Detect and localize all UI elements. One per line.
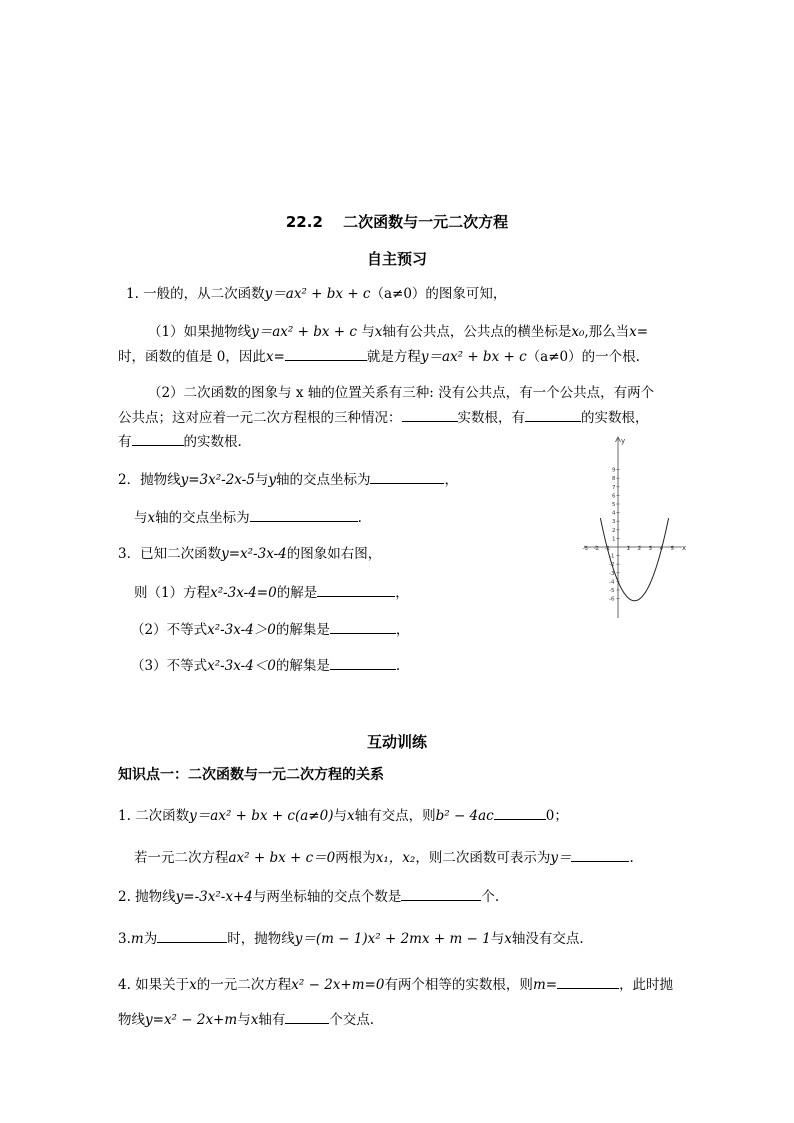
q3-1-a: 则（1）方程 (134, 585, 211, 601)
t3-e: 轴没有交点. (511, 931, 584, 947)
t2-c: 个. (481, 889, 500, 905)
t1-b: 与 (333, 808, 347, 824)
q2-line2-x: x (147, 510, 156, 526)
t1-y: y＝ (550, 850, 572, 866)
q2-c: 轴的交点坐标为 (275, 472, 371, 488)
x-tick-label: -3 (582, 546, 588, 552)
t4-c: 有两个相等的实数根，则 (384, 977, 533, 993)
q1-1-line2-a: 时，函数的值是 0，因此 (118, 349, 266, 365)
preview-q1-2-line2 (118, 408, 649, 427)
t4-d: = (545, 977, 558, 993)
answer-blank-q3-2[interactable] (330, 620, 396, 634)
preview-q1-2-line3 (118, 432, 242, 451)
q1-1-parabola: y＝ax² + bx + c (251, 324, 357, 340)
t3-a: 3. (118, 931, 131, 947)
y-tick-label: -2 (609, 562, 615, 569)
answer-blank-t1a[interactable] (494, 806, 546, 820)
t1-a: 1. 二次函数 (118, 808, 190, 824)
y-tick-label: -1 (609, 553, 615, 560)
training-t3 (118, 929, 584, 948)
y-tick-label: 3 (612, 519, 616, 526)
y-tick-label: 8 (612, 476, 616, 483)
answer-blank-q1-2c[interactable] (132, 432, 184, 446)
q1-1-line2-x: x (265, 349, 274, 365)
training-t1-line2: 若一元二次方程ax² + bx + c＝0两根为x₁，x₂，则二次函数可表示为y＝ . (134, 850, 634, 866)
q3-ineq-lt: x²-3x-4＜0 (207, 658, 276, 674)
y-tick-label: 7 (612, 484, 616, 491)
t1-d: 0； (545, 808, 568, 824)
y-tick-label: -4 (609, 579, 615, 586)
q1-2-line2-a: 公共点；这对应着一元二次方程根的三种情况： (118, 410, 402, 426)
answer-blank-q1-1[interactable] (285, 347, 367, 361)
t1-equation: ax² + bx + c＝0 (228, 850, 336, 866)
q3-ineq-gt: x²-3x-4＞0 (207, 622, 276, 638)
section-heading-preview: 自主预习 (366, 250, 427, 268)
answer-blank-t1b[interactable] (571, 848, 629, 862)
t3-c: 时，抛物线 (227, 931, 295, 947)
y-tick-label: 9 (612, 467, 616, 474)
answer-blank-t4b[interactable] (285, 1010, 329, 1024)
q1-1-text-b: 与 (361, 324, 375, 340)
q1-1-text-a: （1）如果抛物线 (148, 324, 252, 340)
q1-1-text-c: 轴有公共点，公共点的横坐标是 (382, 324, 572, 340)
q1-2-line2-b: 实数根，有 (457, 410, 525, 426)
y-tick-label: 1 (612, 536, 616, 543)
t2-a: 2. 抛物线 (118, 889, 176, 905)
answer-blank-q1-2a[interactable] (402, 408, 458, 422)
x-tick-label: -2 (593, 546, 599, 552)
q1-1-equation: y＝ax² + bx + c (420, 349, 527, 365)
q2-line2-a: 与 (134, 510, 148, 526)
q1-intro: 1. 一般的，从二次函数 (126, 286, 265, 302)
page-title: 22.2 二次函数与一元二次方程 (285, 213, 509, 231)
q3-intro-a: 3．已知二次函数 (118, 546, 222, 562)
training-t4-line1 (118, 975, 673, 994)
t4-e: ，此时抛 (619, 977, 674, 993)
t4-x: x (189, 977, 197, 993)
q3-intro-b: 的图象如右图， (286, 546, 382, 562)
t4-equation: x² − 2x+m=0 (291, 977, 385, 993)
preview-q3-3: （3）不等式x²-3x-4＜0的解集是 . (131, 658, 401, 674)
preview-q3-2: （2）不等式x²-3x-4＞0的解集是 ， (131, 622, 410, 638)
training-t2 (118, 887, 499, 906)
preview-q1-1-line1 (148, 323, 648, 341)
q3-equation: x²-3x-4=0 (210, 585, 277, 601)
y-tick-label: 4 (612, 510, 616, 517)
x-tick-label: 5 (670, 546, 674, 552)
t4-m: m (532, 977, 546, 993)
q1-1-line2-d: （a≠0）的一个根. (526, 349, 640, 365)
t1-line2-b: 两根为 (335, 850, 376, 866)
t4-line2-d: 个交点. (329, 1012, 375, 1028)
t1-roots: x₁，x₂ (375, 850, 416, 866)
q2-y: y (268, 472, 276, 488)
t3-b: 为 (143, 931, 158, 947)
t4-b: 的一元二次方程 (196, 977, 292, 993)
preview-q3-1: 则（1）方程x²-3x-4=0的解是 ， (134, 585, 409, 601)
preview-q1 (126, 285, 506, 303)
answer-blank-q3-1[interactable] (317, 583, 395, 597)
q1-1-line2-c: 就是方程 (366, 349, 421, 365)
t1-line2-c: ，则二次函数可表示为 (415, 850, 551, 866)
q1-1-x0: x₀ (571, 324, 585, 340)
preview-q2-line1: 2．抛物线y=3x²-2x-5与y轴的交点坐标为 ， (118, 472, 458, 488)
t4-function: y=x² − 2x+m (145, 1012, 238, 1028)
t4-line2-x: x (250, 1012, 259, 1028)
q1-1-line2-b: = (273, 349, 285, 365)
q2-a: 2．抛物线 (118, 472, 181, 488)
t1-x: x (346, 808, 355, 824)
t3-x: x (504, 931, 512, 947)
y-tick-label: -3 (609, 570, 615, 577)
t1-c: 轴有交点，则 (354, 808, 436, 824)
q1-intro-end: （a≠0）的图象可知， (370, 286, 507, 302)
x-tick-label: 1 (626, 546, 630, 552)
y-tick-label: 2 (612, 527, 616, 534)
y-tick-label: 5 (612, 502, 616, 508)
chart-ticks (583, 468, 675, 603)
q3-3-b: 的解集是 (275, 658, 330, 674)
section-heading-training: 互动训练 (366, 733, 427, 751)
answer-blank-t3[interactable] (157, 929, 227, 943)
x-tick-label: 3 (648, 546, 652, 552)
q2-line2-b: 轴的交点坐标为 (155, 510, 250, 526)
q3-1-b: 的解是 (276, 585, 318, 601)
q3-3-a: （3）不等式 (131, 658, 208, 674)
training-t4-line2 (118, 1010, 374, 1029)
t2-function: y=-3x²-x+4 (175, 889, 253, 905)
t4-line2-c: 轴有 (258, 1012, 286, 1028)
answer-blank-q2b[interactable] (250, 508, 358, 522)
q1-1-text-d: ,那么当 (584, 324, 630, 340)
parabola-chart (580, 432, 690, 622)
q2-function: y=3x²-2x-5 (180, 472, 255, 488)
q1-1-x2: x (629, 324, 637, 340)
q3-2-a: （2）不等式 (131, 622, 208, 638)
t2-b: 与两坐标轴的交点个数是 (252, 889, 402, 905)
x-tick-label: 2 (637, 546, 641, 552)
training-t1-line1 (118, 806, 568, 825)
y-axis-label: y (621, 437, 626, 445)
y-tick-label: -6 (609, 596, 615, 603)
x-tick-label: -1 (604, 546, 610, 552)
q2-b: 与 (254, 472, 269, 488)
chart-axes (584, 437, 686, 618)
t3-function: y＝(m − 1)x² + 2mx + m − 1 (294, 931, 491, 947)
answer-blank-q1-2b[interactable] (525, 408, 581, 422)
answer-blank-t2[interactable] (401, 887, 481, 901)
t1-line2-a: 若一元二次方程 (134, 850, 229, 866)
t3-d: 与 (490, 931, 505, 947)
q3-2-b: 的解集是 (275, 622, 330, 638)
q1-2-line3-b: 的实数根. (183, 434, 242, 450)
t1-discriminant: b² − 4ac (435, 808, 494, 824)
q1-2-line2-c: 的实数根， (581, 410, 649, 426)
t3-m: m (130, 931, 144, 947)
x-axis-label: x (682, 544, 687, 552)
t4-line2-b: 与 (237, 1012, 251, 1028)
q1-1-x: x (374, 324, 383, 340)
x-tick-label: 4 (659, 546, 663, 552)
t4-a: 4. 如果关于 (118, 977, 190, 993)
preview-q1-1-line2 (118, 347, 640, 366)
q1-function: y＝ax² + bx + c (264, 286, 371, 302)
answer-blank-t4a[interactable] (557, 975, 619, 989)
knowledge-point-heading: 知识点一：二次函数与一元二次方程的关系 (118, 767, 384, 783)
q3-function: y=x²-3x-4 (221, 546, 287, 562)
y-tick-label: 6 (612, 493, 616, 500)
preview-q2-line2: 与x轴的交点坐标为 . (134, 510, 362, 526)
q1-2-line3-a: 有 (118, 434, 132, 450)
t4-line2-a: 物线 (118, 1012, 145, 1028)
answer-blank-q2a[interactable] (370, 470, 444, 484)
y-tick-label: -5 (609, 588, 615, 594)
answer-blank-q3-3[interactable] (330, 656, 396, 670)
preview-q1-2-line1: （2）二次函数的图象与 x 轴的位置关系有三种: 没有公共点，有一个公共点，有两个 (148, 385, 655, 401)
preview-q3-intro (118, 545, 381, 563)
q1-1-text-e: = (636, 324, 649, 340)
t1-function: y＝ax² + bx + c(a≠0) (189, 808, 334, 824)
